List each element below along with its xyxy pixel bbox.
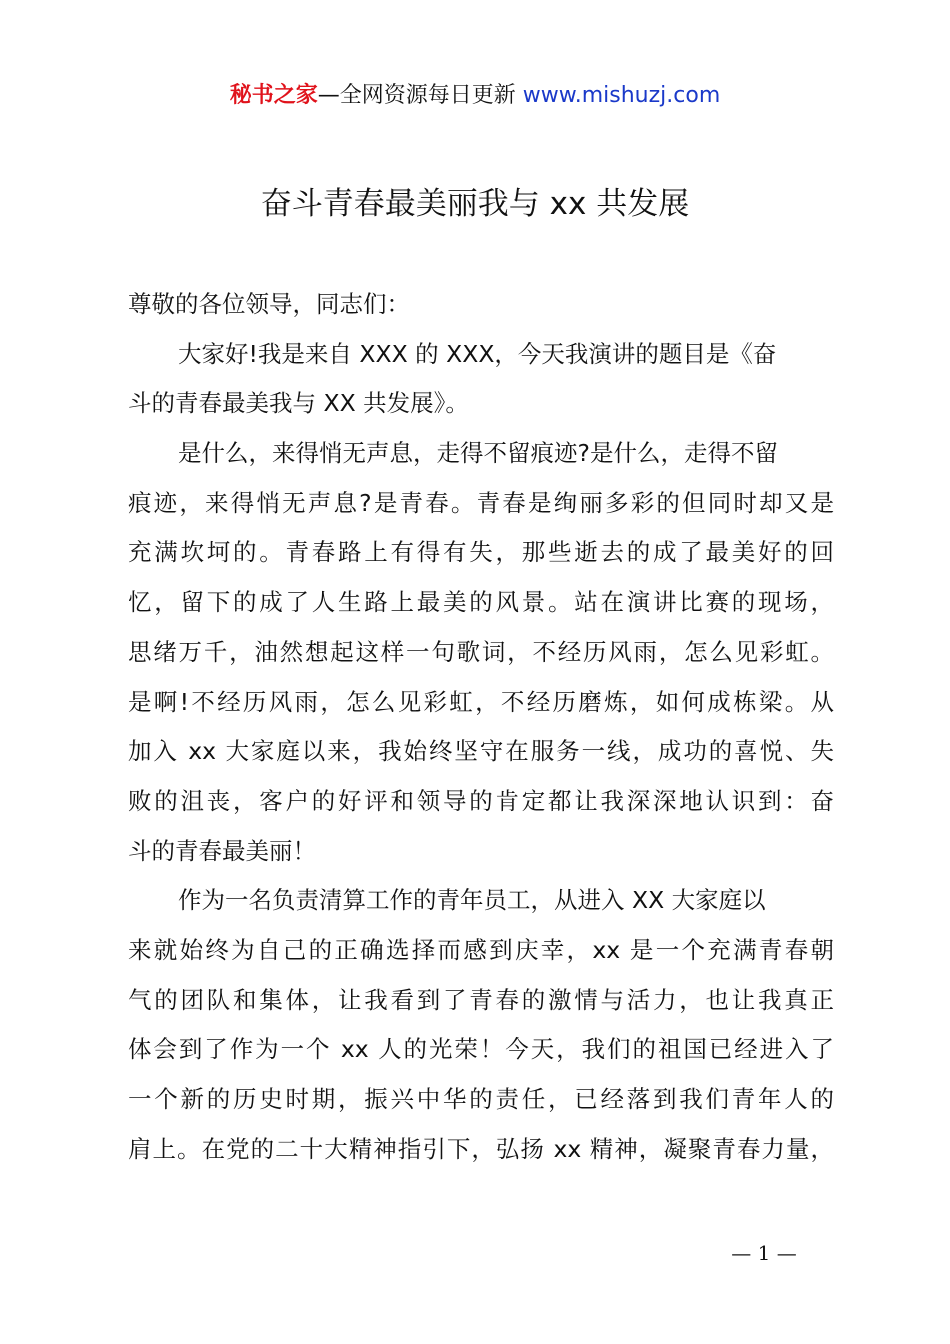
paragraph-line: 斗的青春最美我与 XX 共发展》。 xyxy=(128,389,469,418)
document-body xyxy=(128,280,834,1174)
paragraph-line: 思绪万千，油然想起这样一句歌词，不经历风雨，怎么见彩虹。 xyxy=(128,637,834,666)
document-title: 奋斗青春最美丽我与 xx 共发展 xyxy=(260,186,690,222)
paragraph-line: 斗的青春最美丽！ xyxy=(128,836,316,865)
paragraph-line: 作为一名负责清算工作的青年员工，从进入 XX 大家庭以 xyxy=(178,886,766,915)
paragraph-line: 败的沮丧，客户的好评和领导的肯定都让我深深地认识到：奋 xyxy=(128,786,834,815)
site-brand: 秘书之家 xyxy=(229,83,318,108)
paragraph-line: 一个新的历史时期，振兴中华的责任，已经落到我们青年人的 xyxy=(128,1085,834,1113)
paragraph-line: 忆，留下的成了人生路上最美的风景。站在演讲比赛的现场， xyxy=(128,588,834,617)
page-number: — 1 — xyxy=(731,1241,797,1265)
paragraph-line: 充满坎坷的。青春路上有得有失，那些逝去的成了最美好的回 xyxy=(128,538,834,567)
site-slogan: —全网资源每日更新 xyxy=(317,83,523,108)
paragraph-line: 气的团队和集体，让我看到了青春的激情与活力，也让我真正 xyxy=(128,985,834,1014)
paragraph-line: 是啊!不经历风雨，怎么见彩虹，不经历磨炼，如何成栋梁。从 xyxy=(128,687,834,716)
site-header xyxy=(0,80,950,112)
paragraph-line: 痕迹，来得悄无声息?是青春。青春是绚丽多彩的但同时却又是 xyxy=(128,488,834,517)
paragraph-line: 来就始终为自己的正确选择而感到庆幸，xx 是一个充满青春朝 xyxy=(128,935,834,964)
paragraph-line: 体会到了作为一个 xx 人的光荣！今天，我们的祖国已经进入了 xyxy=(128,1035,834,1064)
paragraph-line: 肩上。在党的二十大精神指引下，弘扬 xx 精神，凝聚青春力量， xyxy=(128,1134,834,1163)
salutation: 尊敬的各位领导，同志们： xyxy=(128,290,410,318)
paragraph-line: 是什么，来得悄无声息，走得不留痕迹?是什么，走得不留 xyxy=(178,439,778,468)
site-url-link[interactable]: www.mishuzj.com xyxy=(522,83,721,108)
paragraph-line: 大家好!我是来自 XXX 的 XXX，今天我演讲的题目是《奋 xyxy=(178,339,777,368)
paragraph-line: 加入 xx 大家庭以来，我始终坚守在服务一线，成功的喜悦、失 xyxy=(128,737,834,766)
